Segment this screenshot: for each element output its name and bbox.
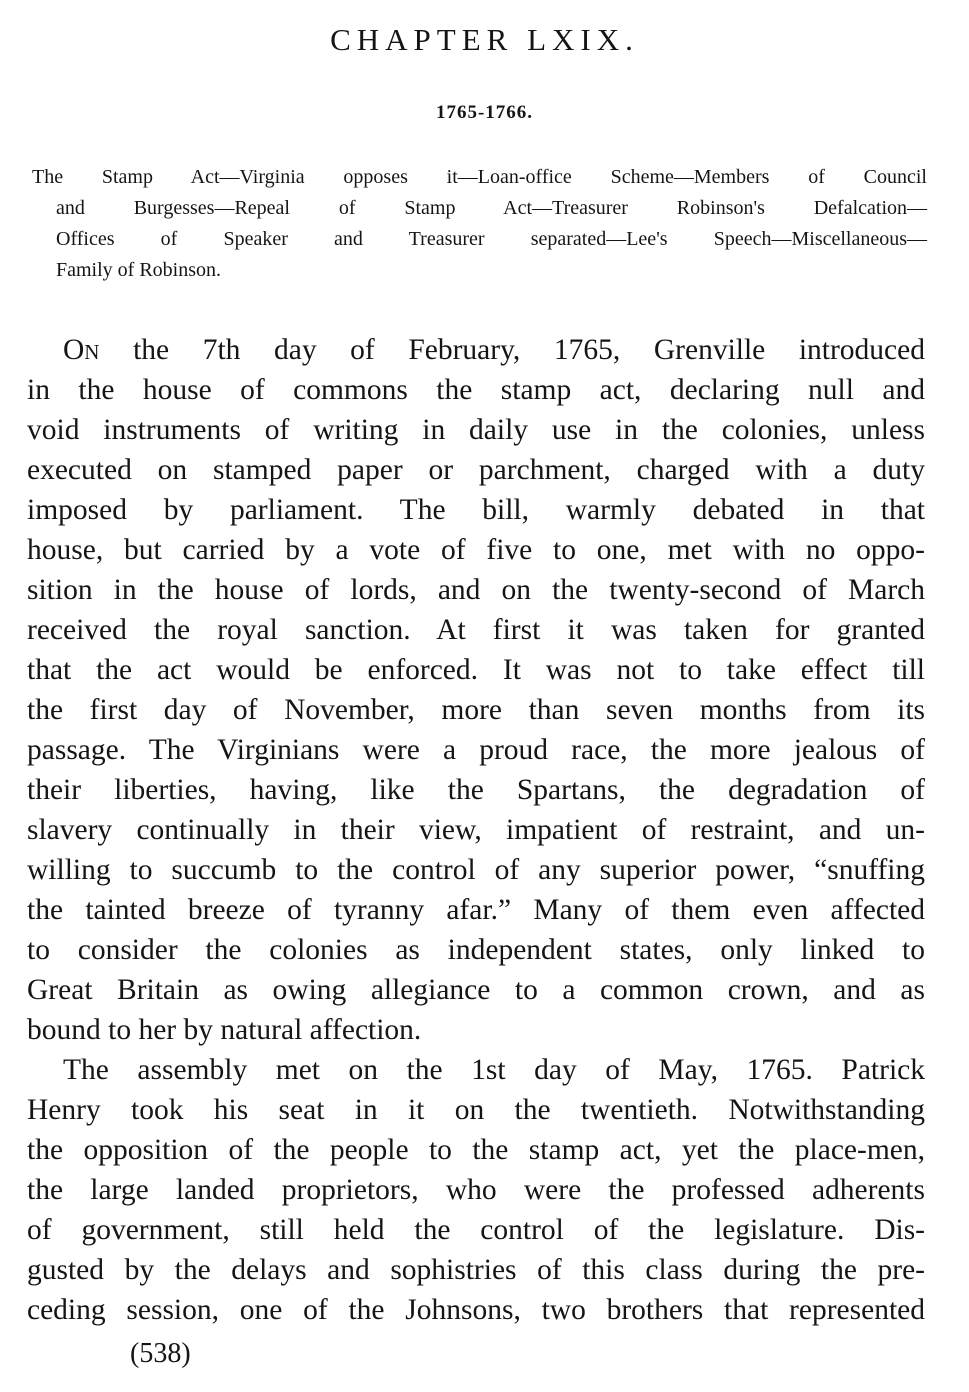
- paragraph-line: slavery continually in their view, impatient of restraint, and un-: [27, 814, 925, 846]
- paragraph-line: Henry took his seat in it on the twentieth. Notwithstanding: [27, 1094, 925, 1126]
- paragraph-line: the first day of November, more than seven months from its: [27, 694, 925, 726]
- body-text: [27, 330, 925, 1330]
- page-number: (538): [130, 1338, 191, 1369]
- paragraph-line: bound to her by natural affection.: [27, 1014, 422, 1046]
- paragraph-line: [27, 330, 925, 370]
- paragraph-line: house, but carried by a vote of five to one, met with no oppo-: [27, 534, 925, 566]
- paragraph-line: imposed by parliament. The bill, warmly debated in that: [27, 494, 925, 526]
- paragraph-line: to consider the colonies as independent states, only linked to: [27, 934, 925, 966]
- paragraph-line: The assembly met on the 1st day of May, 1765. Patrick: [63, 1054, 925, 1086]
- chapter-title: CHAPTER LXIX.: [330, 22, 639, 57]
- paragraph-line: the opposition of the people to the stamp act, yet the place-men,: [27, 1134, 925, 1166]
- paragraph-line: sition in the house of lords, and on the twenty-second of March: [27, 574, 925, 606]
- paragraph-line: received the royal sanction. At first it was taken for granted: [27, 614, 925, 646]
- paragraph-line-text: the 7th day of February, 1765, Grenville introduced: [99, 334, 925, 366]
- summary-line: Offices of Speaker and Treasurer separated—Lee's Speech—Miscellaneous—: [56, 228, 927, 250]
- paragraph-line: gusted by the delays and sophistries of this class during the pre-: [27, 1254, 925, 1286]
- paragraph-line: that the act would be enforced. It was not to take effect till: [27, 654, 925, 686]
- paragraph-line: willing to succumb to the control of any superior power, “snuffing: [27, 854, 925, 886]
- paragraph-line: the large landed proprietors, who were the professed adherents: [27, 1174, 925, 1206]
- paragraph-line: ceding session, one of the Johnsons, two brothers that represented: [27, 1294, 925, 1326]
- paragraph-line: of government, still held the control of the legislature. Dis-: [27, 1214, 925, 1246]
- summary-line: The Stamp Act—Virginia opposes it—Loan-office Scheme—Members of Council: [32, 166, 927, 188]
- paragraph-line: void instruments of writing in daily use in the colonies, unless: [27, 414, 925, 446]
- paragraph-line: their liberties, having, like the Spartans, the degradation of: [27, 774, 925, 806]
- paragraph-line: the tainted breeze of tyranny afar.” Many of them even affected: [27, 894, 925, 926]
- paragraph-2: [27, 1050, 925, 1330]
- paragraph-1: [27, 330, 925, 1050]
- chapter-summary: [32, 162, 927, 286]
- paragraph-line: executed on stamped paper or parchment, charged with a duty: [27, 454, 925, 486]
- paragraph-line: in the house of commons the stamp act, declaring null and: [27, 374, 925, 406]
- chapter-years: 1765-1766.: [435, 102, 534, 123]
- summary-line: and Burgesses—Repeal of Stamp Act—Treasurer Robinson's Defalcation—: [56, 197, 927, 219]
- paragraph-line: passage. The Virginians were a proud race, the more jealous of: [27, 734, 925, 766]
- paragraph-line: Great Britain as owing allegiance to a common crown, and as: [27, 974, 925, 1006]
- summary-line: Family of Robinson.: [56, 259, 222, 281]
- opening-word: On: [63, 334, 100, 366]
